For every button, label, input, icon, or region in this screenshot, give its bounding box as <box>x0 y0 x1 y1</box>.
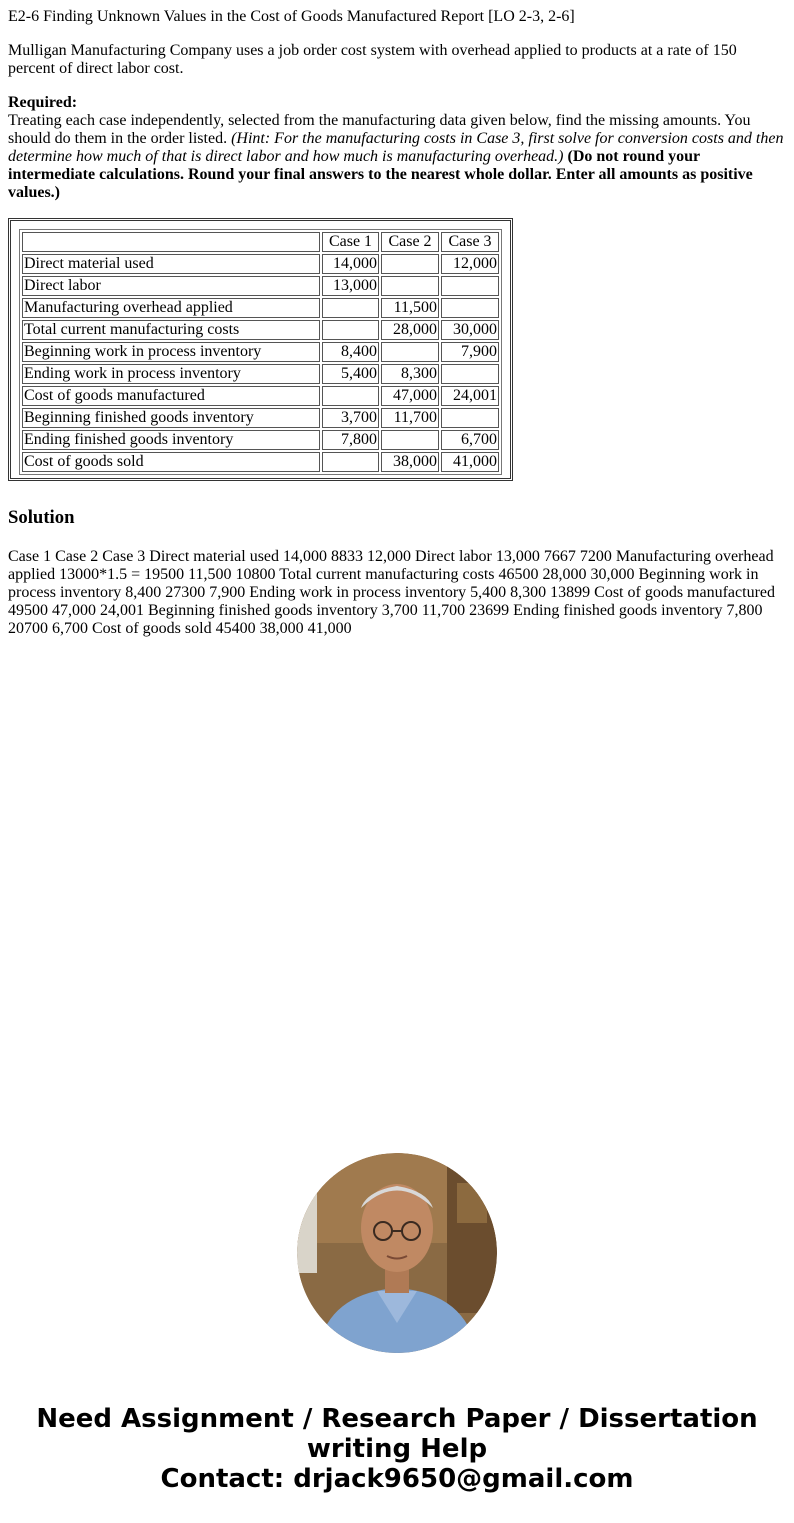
table-row <box>22 452 499 472</box>
required-hint: (Hint: For the manufacturing costs in Case 3, first solve for conversion costs and then determine how much of that is direct labor and how much is manufacturing overhead.) <box>8 130 784 165</box>
promo-line: writing Help <box>306 1434 488 1464</box>
case2-cell: 11,700 <box>381 408 439 428</box>
case2-cell: 11,500 <box>381 298 439 318</box>
case1-cell <box>322 386 379 406</box>
row-label: Direct labor <box>22 276 320 296</box>
table-row <box>22 386 499 406</box>
case1-cell: 13,000 <box>322 276 379 296</box>
table-row <box>22 276 499 296</box>
solution-body: Case 1 Case 2 Case 3 Direct material used 14,000 8833 12,000 Direct labor 13,000 7667 7200 Manufacturing overhead applied 13000*1.5 = 19500 11,500 10800 Total current manufacturing costs 46500 28,000 30,000 Beginning work in process inventory 8,400 27300 7,900 Ending work in process inventory 5,400 8,300 13899 Cost of goods manufactured 49500 47,000 24,001 Beginning finished goods inventory 3,700 11,700 23699 Ending finished goods inventory 7,800 20700 6,700 Cost of goods sold 45400 38,000 41,000 <box>8 548 776 637</box>
case3-cell <box>441 298 499 318</box>
row-label: Cost of goods manufactured <box>22 386 320 406</box>
table-inner-frame <box>10 220 511 479</box>
case2-cell <box>381 276 439 296</box>
author-photo-illustration <box>297 1153 497 1353</box>
problem-title: E2-6 Finding Unknown Values in the Cost of Goods Manufactured Report [LO 2-3, 2-6] <box>8 8 575 25</box>
case3-cell: 6,700 <box>441 430 499 450</box>
case1-cell <box>322 298 379 318</box>
row-label: Direct material used <box>22 254 320 274</box>
case1-cell: 5,400 <box>322 364 379 384</box>
case1-cell: 8,400 <box>322 342 379 362</box>
required-instructions: (Do not round your intermediate calculations. Round your final answers to the nearest whole dollar. Enter all amounts as positive values.) <box>8 148 753 201</box>
row-label: Ending work in process inventory <box>22 364 320 384</box>
case3-cell: 41,000 <box>441 452 499 472</box>
header-cell: Case 1 <box>322 232 379 252</box>
promo-line: Need Assignment / Research Paper / Dissertation <box>36 1404 758 1434</box>
row-label: Ending finished goods inventory <box>22 430 320 450</box>
case1-cell: 14,000 <box>322 254 379 274</box>
case2-cell <box>381 430 439 450</box>
document <box>8 8 786 638</box>
case2-cell: 28,000 <box>381 320 439 340</box>
table-row <box>22 364 499 384</box>
header-cell: Case 2 <box>381 232 439 252</box>
case3-cell: 24,001 <box>441 386 499 406</box>
row-label: Beginning work in process inventory <box>22 342 320 362</box>
case1-cell: 7,800 <box>322 430 379 450</box>
case2-cell <box>381 342 439 362</box>
case1-cell: 3,700 <box>322 408 379 428</box>
problem-intro: Mulligan Manufacturing Company uses a job order cost system with overhead applied to products at a rate of 150 percent of direct labor cost. <box>8 42 737 77</box>
header-cell <box>22 232 320 252</box>
promo-banner <box>0 1404 794 1494</box>
table-row <box>22 430 499 450</box>
table-row <box>22 254 499 274</box>
table-row <box>22 298 499 318</box>
case2-cell <box>381 254 439 274</box>
case3-cell: 7,900 <box>441 342 499 362</box>
case1-cell <box>322 320 379 340</box>
case2-cell: 38,000 <box>381 452 439 472</box>
table-frame <box>8 218 513 481</box>
cases-table <box>19 229 502 475</box>
header-cell: Case 3 <box>441 232 499 252</box>
required-section <box>8 94 786 202</box>
case1-cell <box>322 452 379 472</box>
promo-contact: Contact: drjack9650@gmail.com <box>160 1464 634 1494</box>
case3-cell <box>441 364 499 384</box>
table-row <box>22 320 499 340</box>
case3-cell: 30,000 <box>441 320 499 340</box>
table-header-row <box>22 232 499 252</box>
case3-cell <box>441 408 499 428</box>
solution-heading: Solution <box>8 507 75 528</box>
row-label: Cost of goods sold <box>22 452 320 472</box>
case2-cell: 47,000 <box>381 386 439 406</box>
row-label: Beginning finished goods inventory <box>22 408 320 428</box>
case3-cell: 12,000 <box>441 254 499 274</box>
required-label: Required: <box>8 94 78 111</box>
row-label: Manufacturing overhead applied <box>22 298 320 318</box>
author-photo <box>297 1153 497 1353</box>
case2-cell: 8,300 <box>381 364 439 384</box>
case3-cell <box>441 276 499 296</box>
table-row <box>22 342 499 362</box>
required-text: Treating each case independently, selected from the manufacturing data given below, find the missing amounts. You should do them in the order listed. <box>8 112 751 147</box>
row-label: Total current manufacturing costs <box>22 320 320 340</box>
table-row <box>22 408 499 428</box>
